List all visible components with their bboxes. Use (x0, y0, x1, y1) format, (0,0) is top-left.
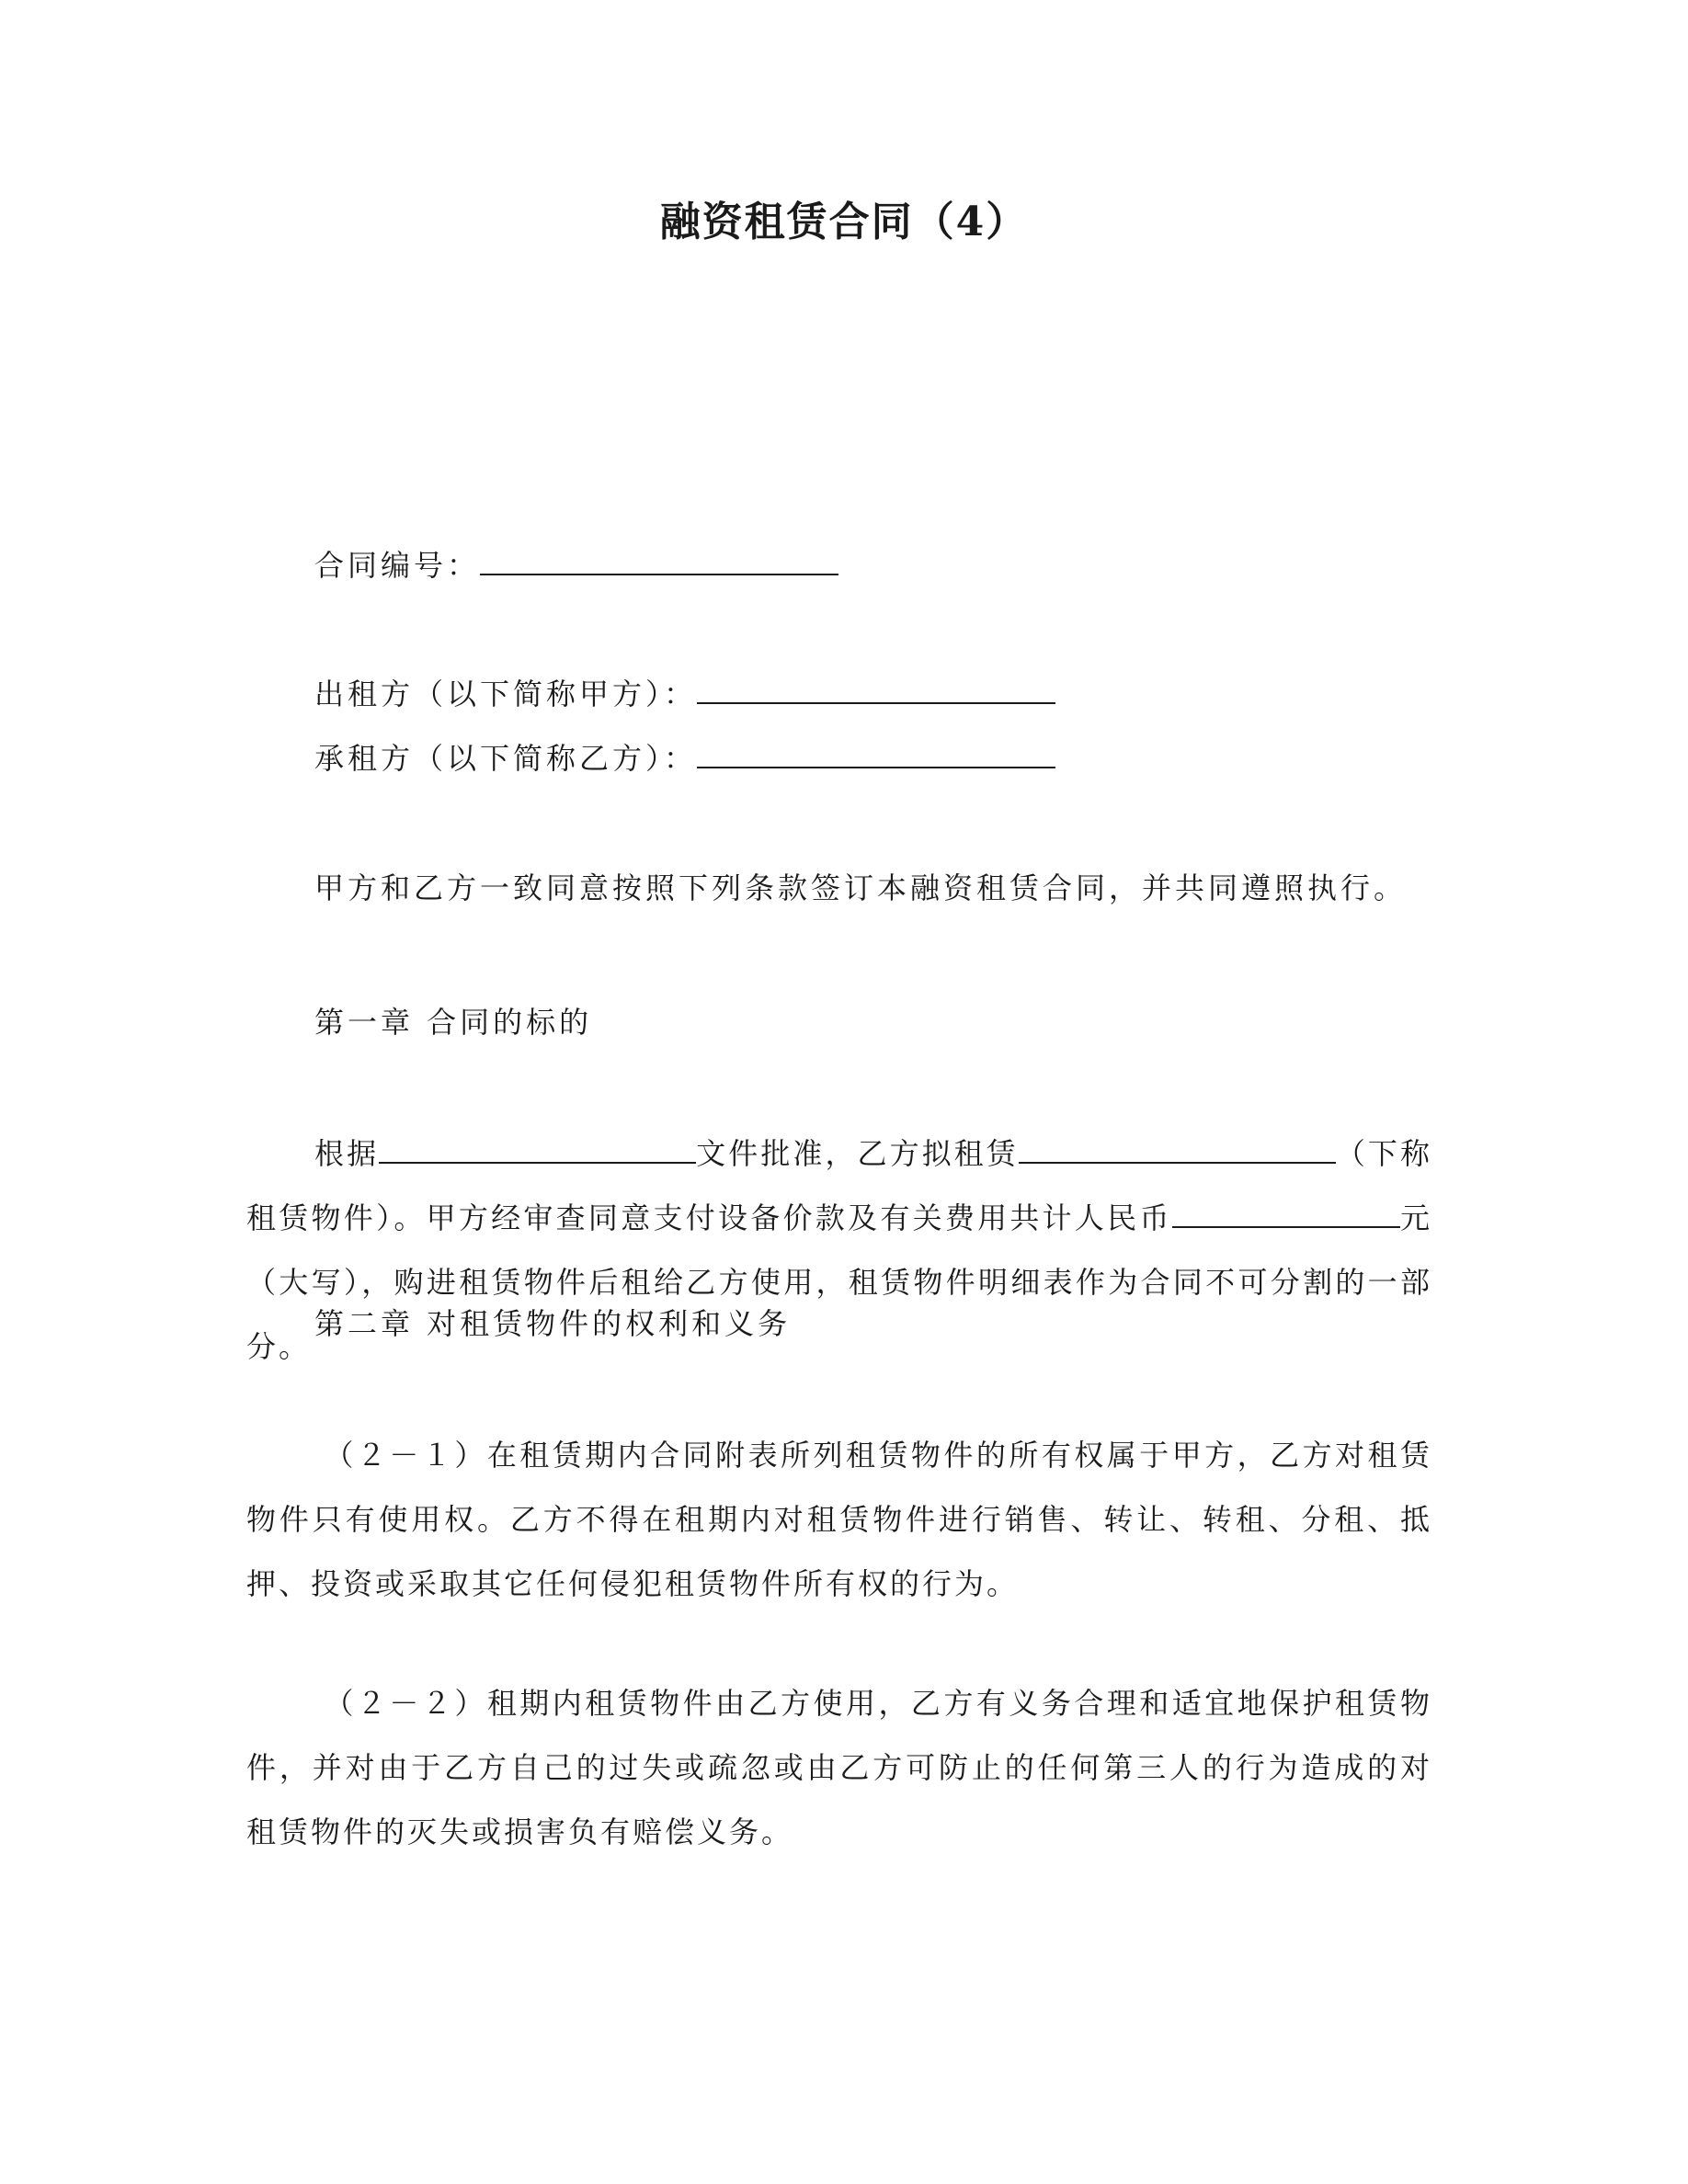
leased-item-blank[interactable] (1019, 1131, 1336, 1164)
lessor-label: 出租方（以下简称甲方）： (314, 677, 698, 711)
approval-document-blank[interactable] (379, 1131, 696, 1164)
lessor-line (314, 671, 1055, 714)
contract-number-label: 合同编号： (314, 548, 481, 583)
document-title: 融资租赁合同（4） (659, 199, 1029, 245)
clause-2-1-text: （２－１）在租赁期内合同附表所列租赁物件的所有权属于甲方，乙方对租赁物件只有使用权。乙方不得在租期内对租赁物件进行销售、转让、转租、分租、抵押、投资或采取其它任何侵犯租赁物件所有权的行为。 (246, 1438, 1432, 1601)
contract-number-line (314, 542, 838, 586)
amount-blank[interactable] (1172, 1195, 1400, 1228)
intro-paragraph: 甲方和乙方一致同意按照下列条款签订本融资租赁合同，并共同遵照执行。 (314, 870, 1408, 905)
chapter2-heading: 第二章 对租赁物件的权利和义务 (314, 1306, 792, 1341)
chapter1-text-part4: 元（大写），购进租赁物件后租给乙方使用，租赁物件明细表作为合同不可分割的一部分。 (246, 1200, 1432, 1364)
chapter1-text-part3: （下称租赁物件）。甲方经审查同意支付设备价款及有关费用共计人民币 (246, 1136, 1432, 1235)
chapter1-heading: 第一章 合同的标的 (314, 1005, 593, 1040)
clause-2-2-text: （２－２）租期内租赁物件由乙方使用，乙方有义务合理和适宜地保护租赁物件，并对由于乙方自己的过失或疏忽或由乙方可防止的任何第三人的行为造成的对租赁物件的灭失或损害负有赔偿义务。 (246, 1686, 1432, 1849)
chapter1-text-part2: 文件批准，乙方拟租赁 (696, 1136, 1019, 1171)
lessee-label: 承租方（以下简称乙方）： (314, 741, 698, 776)
lessee-line (314, 735, 1055, 779)
lessee-blank[interactable] (697, 735, 1055, 768)
chapter1-text-part1: 根据 (314, 1136, 380, 1171)
contract-number-blank[interactable] (480, 542, 838, 575)
lessor-blank[interactable] (697, 671, 1055, 704)
clause-2-2 (246, 1671, 1432, 1864)
clause-2-1 (246, 1423, 1432, 1616)
